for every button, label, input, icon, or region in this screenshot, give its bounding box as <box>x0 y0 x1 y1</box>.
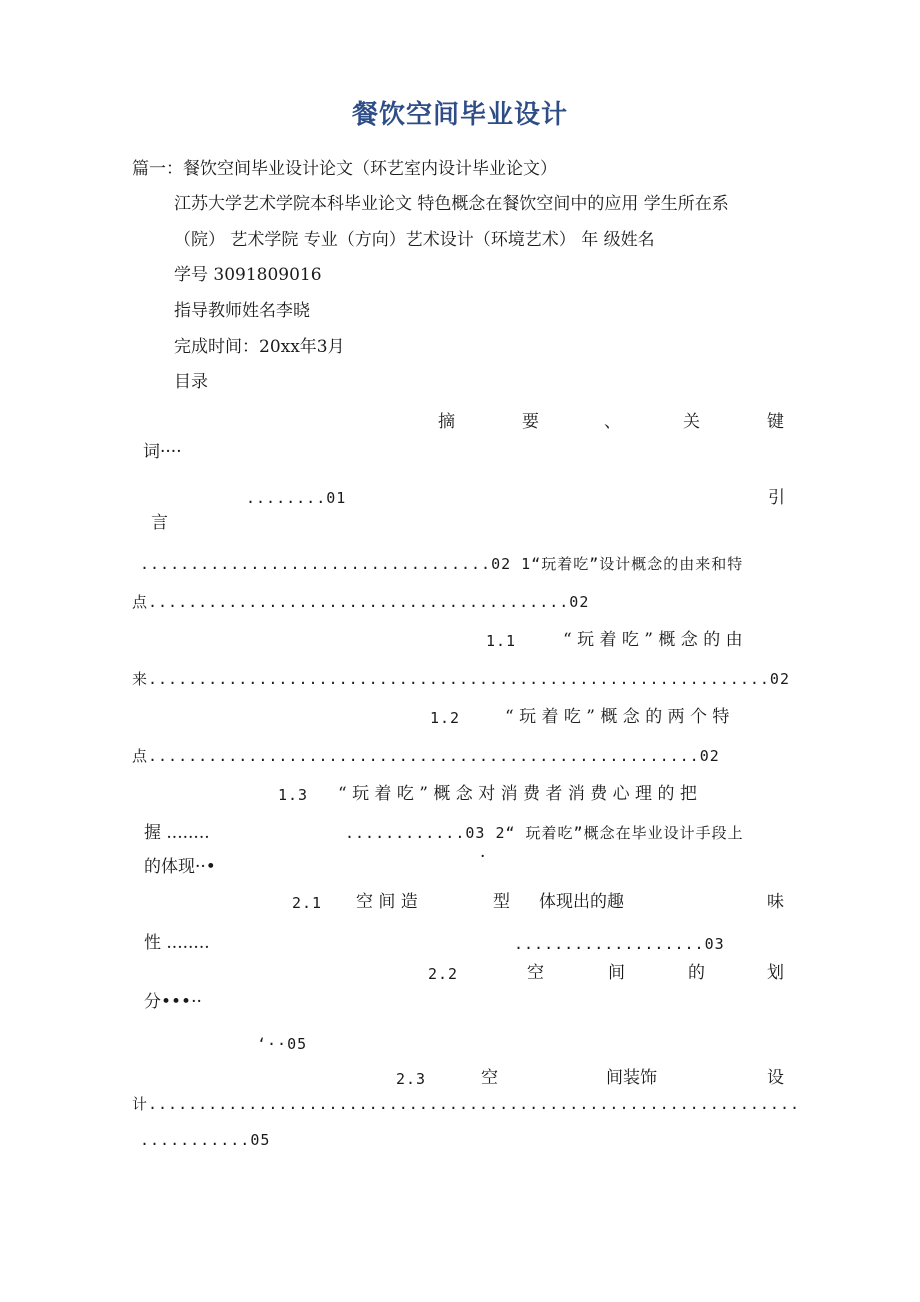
toc-s22-dots: ‘··05 <box>257 1035 308 1053</box>
toc-s13-text: “ 玩 着 吃 ” 概 念 对 消 费 者 消 费 心 理 的 把 <box>338 784 697 804</box>
toc-s22-num: 2.2 <box>428 965 459 983</box>
student-number: 学号 3091809016 <box>174 265 322 285</box>
toc-s22-d: 划 <box>767 963 784 983</box>
toc-s21-dots: ...................03 <box>514 935 725 953</box>
toc-abstract-word-4: 关 <box>683 412 700 432</box>
toc-ch1-cont: 点..........................................02 <box>132 593 590 611</box>
paper-info-line-1: 江苏大学艺术学院本科毕业论文 特色概念在餐饮空间中的应用 学生所在系 <box>174 194 729 214</box>
toc-s21-num: 2.1 <box>292 894 323 912</box>
toc-abstract-dots: ........01 <box>246 489 347 507</box>
toc-s23-cont: 计................................................................. <box>132 1095 800 1113</box>
advisor-name: 指导教师姓名李晓 <box>174 301 310 321</box>
toc-s21-word-end: 性 ........ <box>144 933 210 953</box>
completion-date: 完成时间：20xx年3月 <box>174 337 345 357</box>
toc-intro-word-1: 引 <box>768 488 785 508</box>
toc-s23-num: 2.3 <box>396 1070 427 1088</box>
toc-s22-c: 的 <box>688 963 705 983</box>
toc-abstract-word-1: 摘 <box>438 412 455 432</box>
paper-info-line-2: （院） 艺术学院 专业（方向）艺术设计（环境艺术） 年 级姓名 <box>174 230 655 250</box>
toc-s13-mark: · <box>480 847 486 867</box>
toc-s21-d: 味 <box>767 892 784 912</box>
toc-s23-c: 设 <box>767 1068 784 1088</box>
toc-abstract-word-5: 键 <box>767 412 784 432</box>
toc-intro-dots: ...................................02 1“玩着吃”设计概念的由来和特 <box>140 555 744 573</box>
toc-abstract-word-3: 、 <box>604 412 621 432</box>
document-title: 餐饮空间毕业设计 <box>351 100 568 130</box>
toc-s22-a: 空 <box>527 963 544 983</box>
toc-s21-b: 型 <box>493 892 510 912</box>
toc-abstract-tail: 词···· <box>143 442 182 462</box>
toc-s23-b: 间装饰 <box>606 1068 657 1088</box>
toc-s11-num: 1.1 <box>486 632 517 650</box>
toc-s21-a: 空 间 造 <box>356 892 418 912</box>
toc-s13-num: 1.3 <box>278 786 309 804</box>
toc-s13-dots: ............03 2“ 玩着吃”概念在毕业设计手段上 <box>345 824 744 842</box>
toc-intro-word-2: 言 <box>151 513 168 533</box>
toc-s22-word-end: 分•••·· <box>144 992 202 1012</box>
toc-abstract-word-2: 要 <box>522 412 539 432</box>
toc-s13-word-end: 握 ........ <box>144 823 210 843</box>
toc-s23-a: 空 <box>481 1068 498 1088</box>
toc-s22-b: 间 <box>608 963 625 983</box>
toc-s21-c: 体现出的趣 <box>539 892 624 912</box>
toc-ch2-cont: 的体现··• <box>144 857 216 877</box>
toc-s23-dots: ...........05 <box>140 1131 271 1149</box>
toc-s12-cont: 点.......................................................02 <box>132 747 720 765</box>
toc-s11-text: “ 玩 着 吃 ” 概 念 的 由 <box>563 630 743 650</box>
toc-s11-cont: 来..............................................................02 <box>132 670 790 688</box>
toc-s12-num: 1.2 <box>430 709 461 727</box>
toc-label: 目录 <box>174 372 208 392</box>
section-heading: 篇一：餐饮空间毕业设计论文（环艺室内设计毕业论文） <box>132 159 557 179</box>
toc-s12-text: “ 玩 着 吃 ” 概 念 的 两 个 特 <box>505 707 730 727</box>
